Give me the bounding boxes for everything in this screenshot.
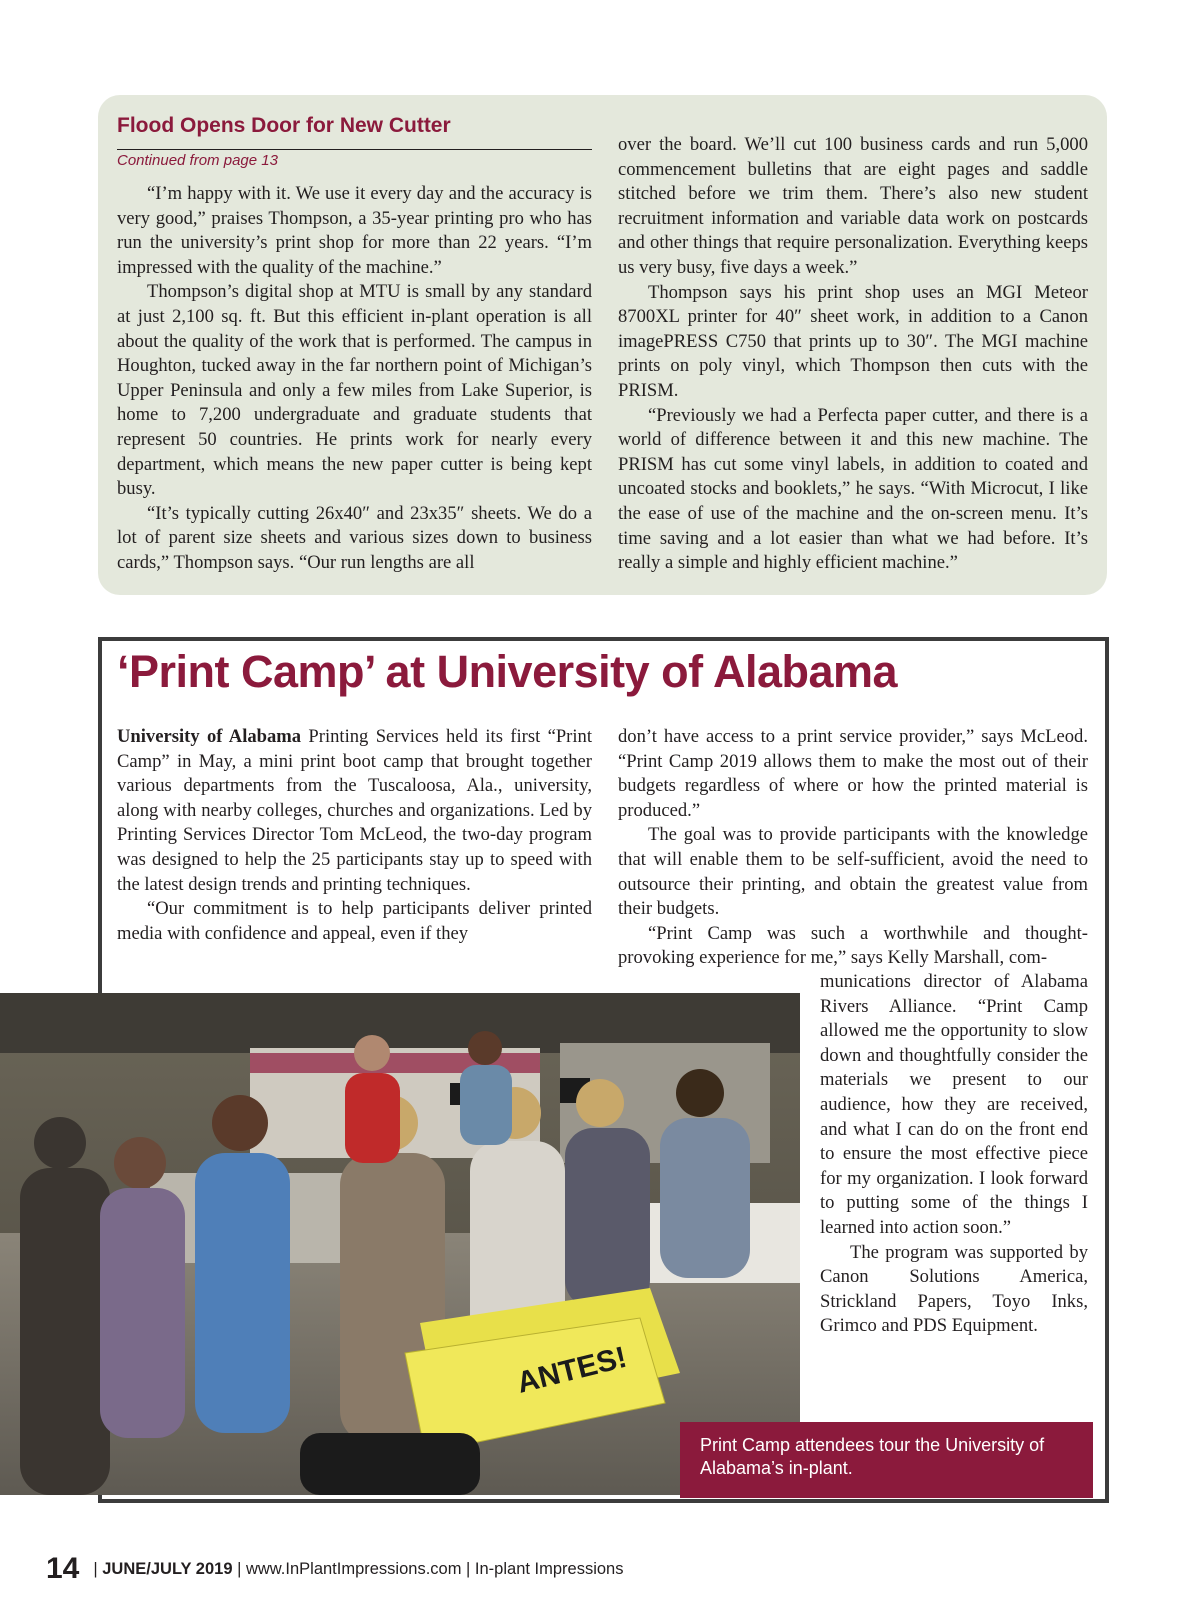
paragraph — [117, 725, 592, 897]
photo-caption: Print Camp attendees tour the University of Alabama’s in-plant. — [680, 1422, 1093, 1498]
page-number: 14 — [46, 1552, 80, 1585]
paragraph: The goal was to provide participants with the knowledge that will enable them to be self-sufficient, avoid the need to outsource their printing, and obtain the greatest value from their budgets. — [618, 824, 1088, 920]
sidebar-left-column — [117, 182, 592, 576]
issue-date: JUNE/JULY 2019 — [102, 1559, 233, 1578]
photo-illustration — [0, 993, 800, 1495]
page-footer — [46, 1552, 623, 1586]
paragraph: over the board. We’ll cut 100 business cards and run 5,000 commencement bulletins that are eight pages and saddle stitched before we trim them. There’s also new student recruitment information and variable data work on postcards and other things that require personalization. Everything keeps us very busy, five days a week.” — [618, 134, 1088, 278]
paragraph: “It’s typically cutting 26x40″ and 23x35″ sheets. We do a lot of parent size sheets and various sizes down to business cards,” Thompson says. “Our run lengths are all — [117, 502, 592, 573]
print-camp-photo — [0, 993, 800, 1495]
paragraph: “Previously we had a Perfecta paper cutter, and there is a world of difference between it and this new machine. The PRISM has cut some vinyl labels, in addition to coated and uncoated stocks and booklets,” he says. “With Microcut, I like the ease of use of the machine and the on-screen menu. It’s time saving and a lot easier than what we had before. It’s really a simple and highly efficient machine.” — [618, 404, 1088, 574]
article-left-column — [117, 725, 592, 946]
sidebar-title: Flood Opens Door for New Cutter — [117, 114, 451, 137]
paragraph: don’t have access to a print service provider,” says McLeod. “Print Camp 2019 allows them to make the most out of their budgets regardless of where or how the printed material is produced.” — [618, 726, 1088, 821]
continued-note: Continued from page 13 — [117, 152, 278, 169]
sidebar-right-column — [618, 133, 1088, 576]
paragraph: munications director of Alabama Rivers Alliance. “Print Camp allowed me the opportunity to slow down and thoughtfully consider the materials we present to our audience, how they are received, and what I can do on the front end to ensure the most effective piece for my organization. I look forward to putting some of the things I learned into action soon.” — [820, 971, 1088, 1238]
lead-bold: University of Alabama — [117, 726, 302, 747]
sidebar-title-rule — [117, 149, 592, 150]
article-title: ‘Print Camp’ at University of Alabama — [117, 646, 898, 697]
footer-separator: | — [93, 1559, 103, 1578]
paragraph: Thompson’s digital shop at MTU is small by any standard at just 2,100 sq. ft. But this efficient in-plant operation is all about the quality of the work that is performed. The campus in Houghton, tucked away in the far northern point of Michigan’s Upper Peninsula and only a few miles from Lake Superior, is home to 7,200 undergraduate and graduate students that represent 50 countries. He prints work for nearly every department, which means the new paper cutter is being kept busy. — [117, 281, 592, 500]
paragraph: “I’m happy with it. We use it every day and the accuracy is very good,” praises Thompson, a 35-year printing pro who has run the university’s print shop for more than 22 years. “I’m impressed with the quality of the machine.” — [117, 183, 592, 278]
paragraph: Thompson says his print shop uses an MGI Meteor 8700XL printer for 40″ sheet work, in addition to a Canon imagePRESS C750 that prints up to 30″. The MGI machine prints on poly vinyl, which Thompson then cuts with the PRISM. — [618, 281, 1088, 401]
sign-text: ANTES! — [513, 1340, 631, 1400]
paragraph: “Print Camp was such a worthwhile and thought-provoking experience for me,” says Kelly Marshall, com- — [618, 922, 1088, 969]
article-narrow-column — [820, 970, 1088, 1339]
paragraph: “Our commitment is to help participants deliver printed media with confidence and appeal, even if they — [117, 898, 592, 944]
paragraph: The program was supported by Canon Solutions America, Strickland Papers, Toyo Inks, Grimco and PDS Equipment. — [820, 1241, 1088, 1337]
footer-site: | www.InPlantImpressions.com | In-plant Impressions — [232, 1559, 624, 1578]
article-right-column — [618, 725, 1088, 971]
lead-rest: Printing Services held its first “Print Camp” in May, a mini print boot camp that brought together various departments from the Tuscaloosa, Ala., university, along with nearby colleges, churches and organizations. Led by Printing Services Director Tom McLeod, the two-day program was designed to help the 25 participants stay up to speed with the latest design trends and printing techniques. — [117, 726, 593, 895]
